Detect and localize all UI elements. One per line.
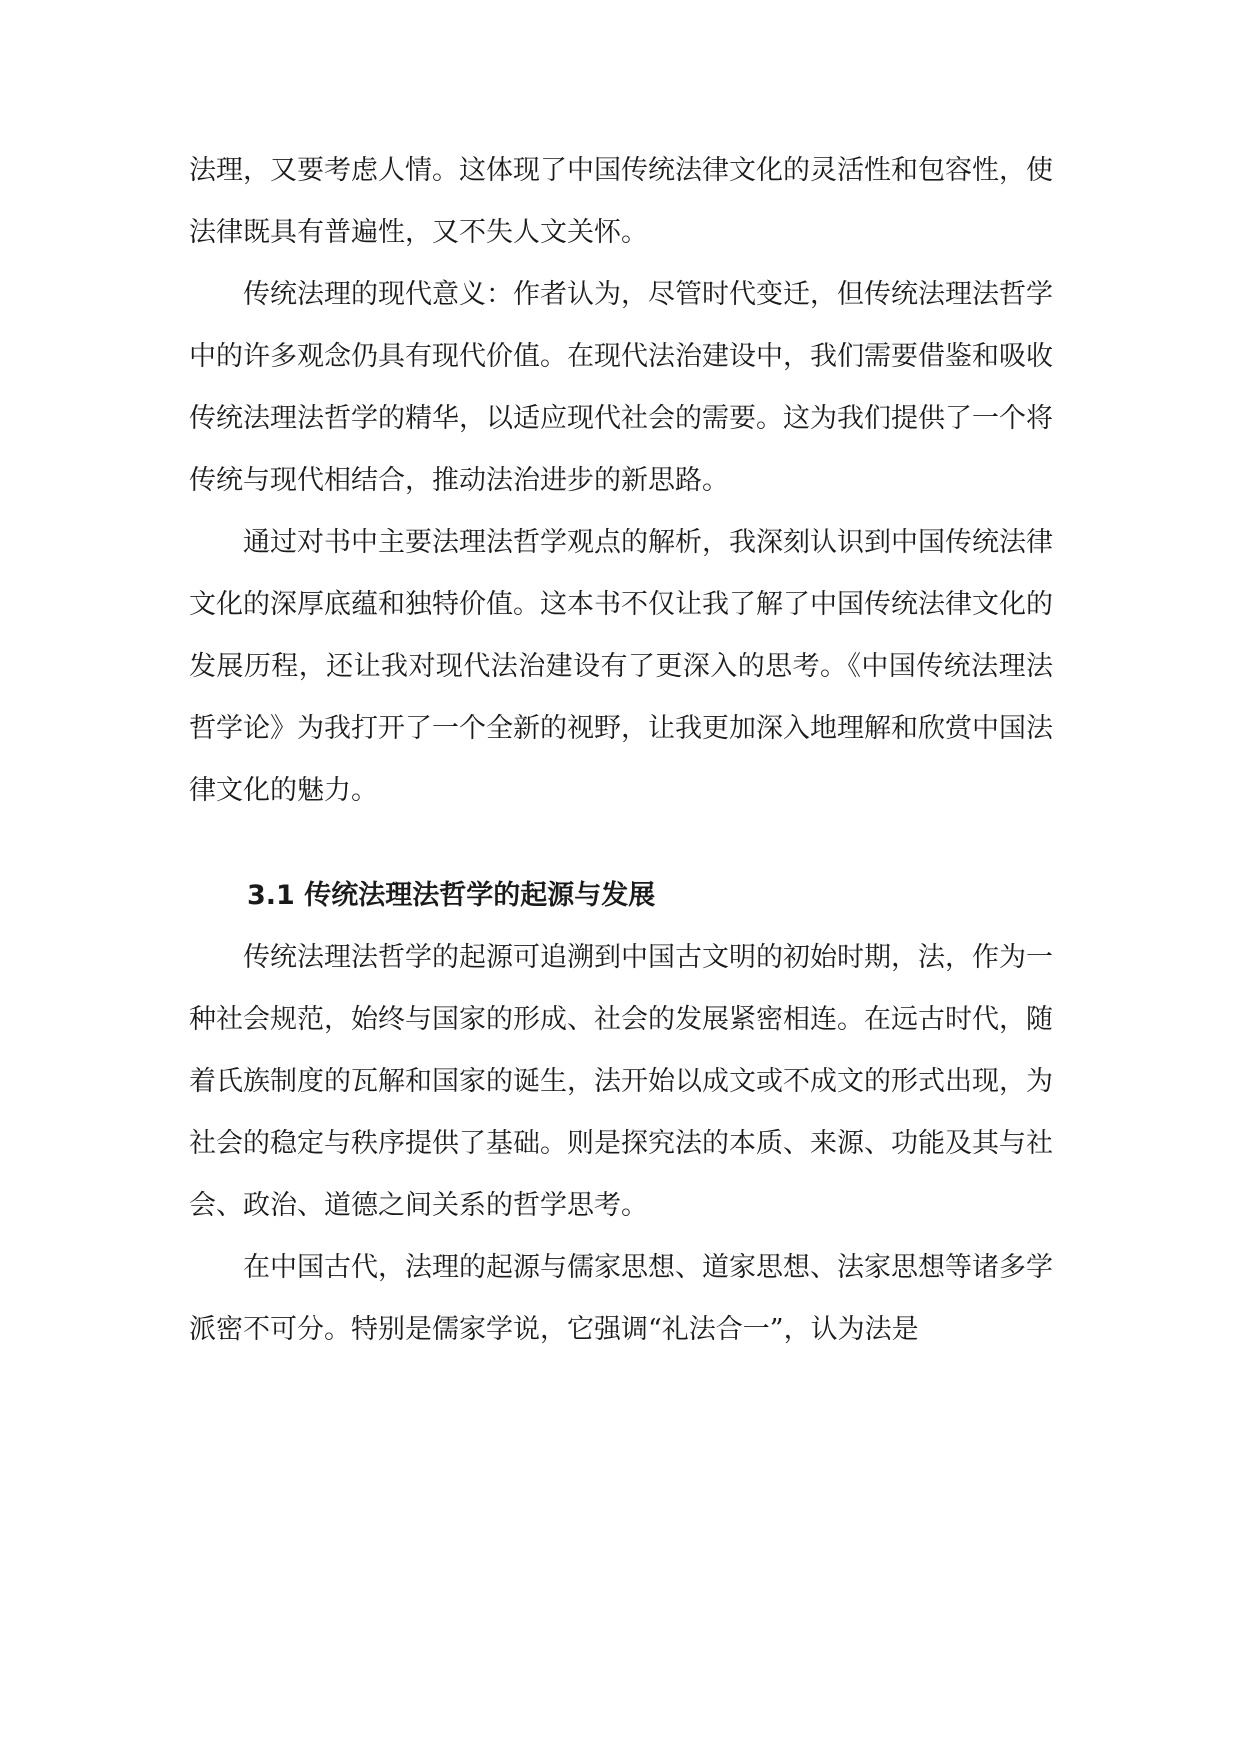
- paragraph-summary: 通过对书中主要法理法哲学观点的解析，我深刻认识到中国传统法律文化的深厚底蕴和独特价值。这本书不仅让我了解了中国传统法律文化的发展历程，还让我对现代法治建设有了更深入的思考。《中国传统法理法哲学论》为我打开了一个全新的视野，让我更加深入地理解和欣赏中国法律文化的魅力。: [189, 527, 1053, 806]
- section-heading: 3.1 传统法理法哲学的起源与发展: [247, 880, 656, 911]
- document-body: [189, 140, 1053, 1361]
- paragraph-modern-significance: 传统法理的现代意义：作者认为，尽管时代变迁，但传统法理法哲学中的许多观念仍具有现代价值。在现代法治建设中，我们需要借鉴和吸收传统法理法哲学的精华，以适应现代社会的需要。这为我们提供了一个将传统与现代相结合，推动法治进步的新思路。: [189, 279, 1053, 496]
- paragraph-origin: 传统法理法哲学的起源可追溯到中国古文明的初始时期，法，作为一种社会规范，始终与国家的形成、社会的发展紧密相连。在远古时代，随着氏族制度的瓦解和国家的诞生，法开始以成文或不成文的形式出现，为社会的稳定与秩序提供了基础。则是探究法的本质、来源、功能及其与社会、政治、道德之间关系的哲学思考。: [189, 942, 1053, 1221]
- paragraph-continued: 法理，又要考虑人情。这体现了中国传统法律文化的灵活性和包容性，使法律既具有普遍性，又不失人文关怀。: [189, 155, 1053, 248]
- paragraph-schools: 在中国古代，法理的起源与儒家思想、道家思想、法家思想等诸多学派密不可分。特别是儒家学说，它强调“礼法合一”，认为法是: [189, 1252, 1053, 1345]
